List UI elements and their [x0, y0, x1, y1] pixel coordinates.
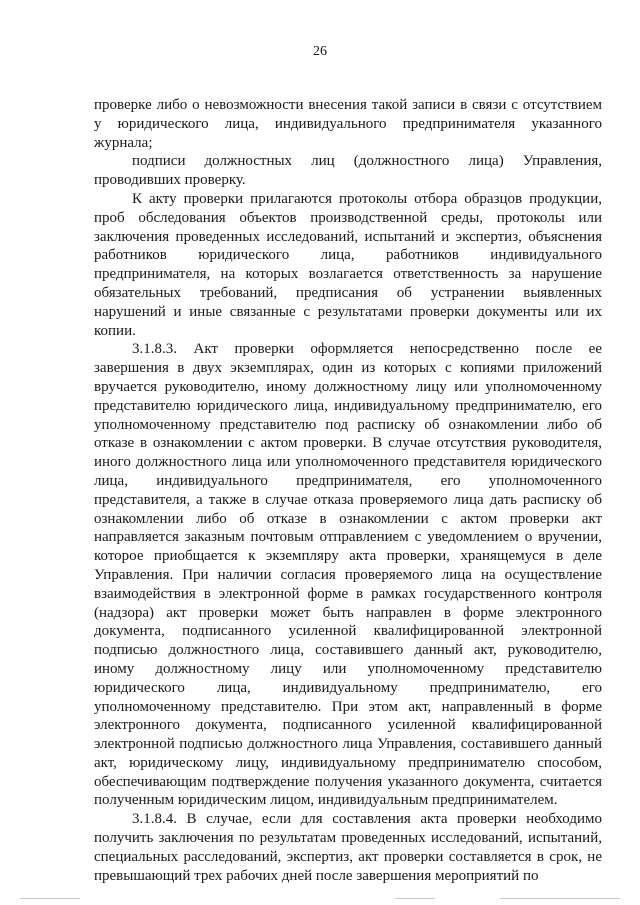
paragraph: подписи должностных лиц (должностного лица) Управления, проводивших проверку. — [94, 153, 602, 189]
page-number: 26 — [313, 44, 327, 59]
document-body — [94, 96, 602, 885]
paragraph: К акту проверки прилагаются протоколы отбора образцов продукции, проб обследования объектов производственной среды, протоколы или заключения проведенных исследований, испытаний и экспертиз, объяснения работников юридического лица, работников индивидуального предпринимателя, на которых возлагается ответственность за нарушение обязательных требований, предписания об устранении выявленных нарушений и иные связанные с результатами проверки документы или их копии. — [94, 190, 602, 339]
scan-edge-artifact — [0, 896, 640, 902]
paragraph: 3.1.8.4. В случае, если для составления акта проверки необходимо получить заключения по результатам проведенных исследований, испытаний, специальных расследований, экспертиз, акт проверки составляется в срок, не превышающий трех рабочих дней после завершения мероприятий по — [94, 811, 602, 884]
paragraph: 3.1.8.3. Акт проверки оформляется непосредственно после ее завершения в двух экземплярах, один из которых с копиями приложений вручается руководителю, иному должностному лицу или уполномоченному представителю юридического лица, индивидуальному предпринимателю, его уполномоченному представителю под расписку об ознакомлении либо об отказе в ознакомлении с актом проверки. В случае отсутствия руководителя, иного должностного лица или уполномоченного представителя юридического лица, индивидуального предпринимателя, его уполномоченного представителя, а также в случае отказа проверяемого лица дать расписку об ознакомлении либо об отказе в ознакомлении с актом проверки акт направляется заказным почтовым отправлением с уведомлением о вручении, которое приобщается к экземпляру акта проверки, хранящемуся в деле Управления. При наличии согласия проверяемого лица на осуществление взаимодействия в электронной форме в рамках государственного контроля (надзора) акт проверки может быть направлен в форме электронного документа, подписанного усиленной квалифицированной электронной подписью должностного лица, составившего данный акт, руководителю, иному должностному лицу или уполномоченному представителю юридического лица, индивидуальному предпринимателю, его уполномоченному представителю. При этом акт, направленный в форме электронного документа, подписанного усиленной квалифицированной электронной подписью должностного лица Управления, составившего данный акт, юридическому лицу, индивидуальному предпринимателю способом, обеспечивающим подтверждение получения указанного документа, считается полученным юридическим лицом, индивидуальным предпринимателем. — [94, 341, 602, 809]
paragraph: проверке либо о невозможности внесения такой записи в связи с отсутствием у юридического лица, индивидуального предпринимателя указанного журнала; — [94, 97, 602, 151]
